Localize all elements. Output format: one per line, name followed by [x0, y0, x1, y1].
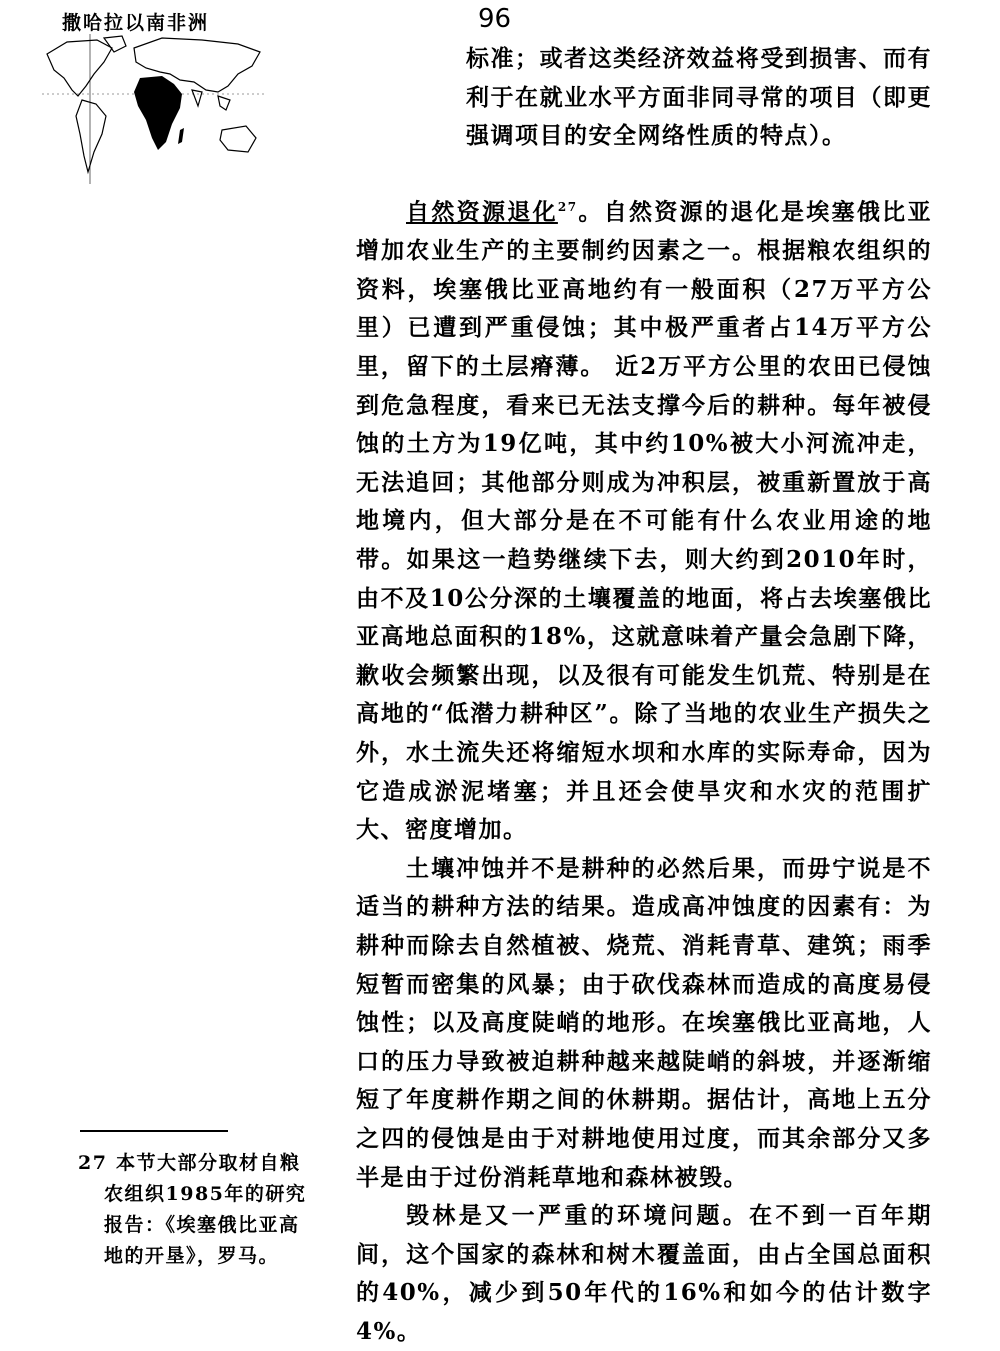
footnote-divider [80, 1130, 228, 1132]
region-label: 撒哈拉以南非洲 [62, 12, 210, 34]
section-paragraph-1 [356, 188, 932, 850]
section-title: 自然资源退化 [406, 198, 558, 226]
page-number: 96 [478, 4, 512, 34]
footnote [78, 1148, 318, 1272]
footnote-reference: 27 [557, 200, 578, 214]
continued-paragraph-text: 标准；或者这类经济效益将受到损害、而有利于在就业水平方面非同寻常的项目（即更强调项目的安全网络性质的特点）。 [466, 45, 932, 150]
section-paragraph-3: 毁林是又一严重的环境问题。在不到一百年期间，这个国家的森林和树木覆盖面，由占全国总面积的40%，减少到50年代的16%和如今的估计数字4%。 [356, 1202, 932, 1345]
continued-paragraph [466, 40, 932, 156]
main-text [356, 188, 932, 1351]
section-paragraph-2: 土壤冲蚀并不是耕种的必然后果，而毋宁说是不适当的耕种方法的结果。造成高冲蚀度的因素有：为耕种而除去自然植被、烧荒、消耗青草、建筑；雨季短暂而密集的风暴；由于砍伐森林而造成的高度易侵蚀性；以及高度陡峭的地形。在埃塞俄比亚高地，人口的压力导致被迫耕种越来越陡峭的斜坡，并逐渐缩短了年度耕作期之间的休耕期。据估计，高地上五分之四的侵蚀是由于对耕地使用过度，而其余部分又多半是由于过份消耗草地和森林被毁。 [356, 854, 932, 1191]
world-map-africa-highlight-icon [42, 34, 267, 184]
footnote-number: 27 [78, 1152, 108, 1174]
footnote-text: 本节大部分取材自粮农组织1985年的研究报告：《埃塞俄比亚高地的开垦》，罗马。 [104, 1152, 307, 1267]
section-paragraph-1-text: 。自然资源的退化是埃塞俄比亚增加农业生产的主要制约因素之一。根据粮农组织的资料，埃塞俄比亚高地约有一般面积（27万平方公里）已遭到严重侵蚀；其中极严重者占14万平方公里，留下的土层瘠薄。 近2万平方公里的农田已侵蚀到危急程度，看来已无法支撑今后的耕种。每年被侵蚀的土方为19亿吨，其中约10%被大小河流冲走，无法追回；其他部分则成为冲积层，被重新置放于高地境内，但大部分是在不可能有什么农业用途的地带。如果这一趋势继续下去，则大约到2010年时，由不及10公分深的土壤覆盖的地面，将占去埃塞俄比亚高地总面积的18%，这就意味着产量会急剧下降，歉收会频繁出现，以及很有可能发生饥荒、特别是在高地的“低潜力耕种区”。除了当地的农业生产损失之外，水土流失还将缩短水坝和水库的实际寿命，因为它造成淤泥堵塞；并且还会使旱灾和水灾的范围扩大、密度增加。 [356, 198, 933, 844]
